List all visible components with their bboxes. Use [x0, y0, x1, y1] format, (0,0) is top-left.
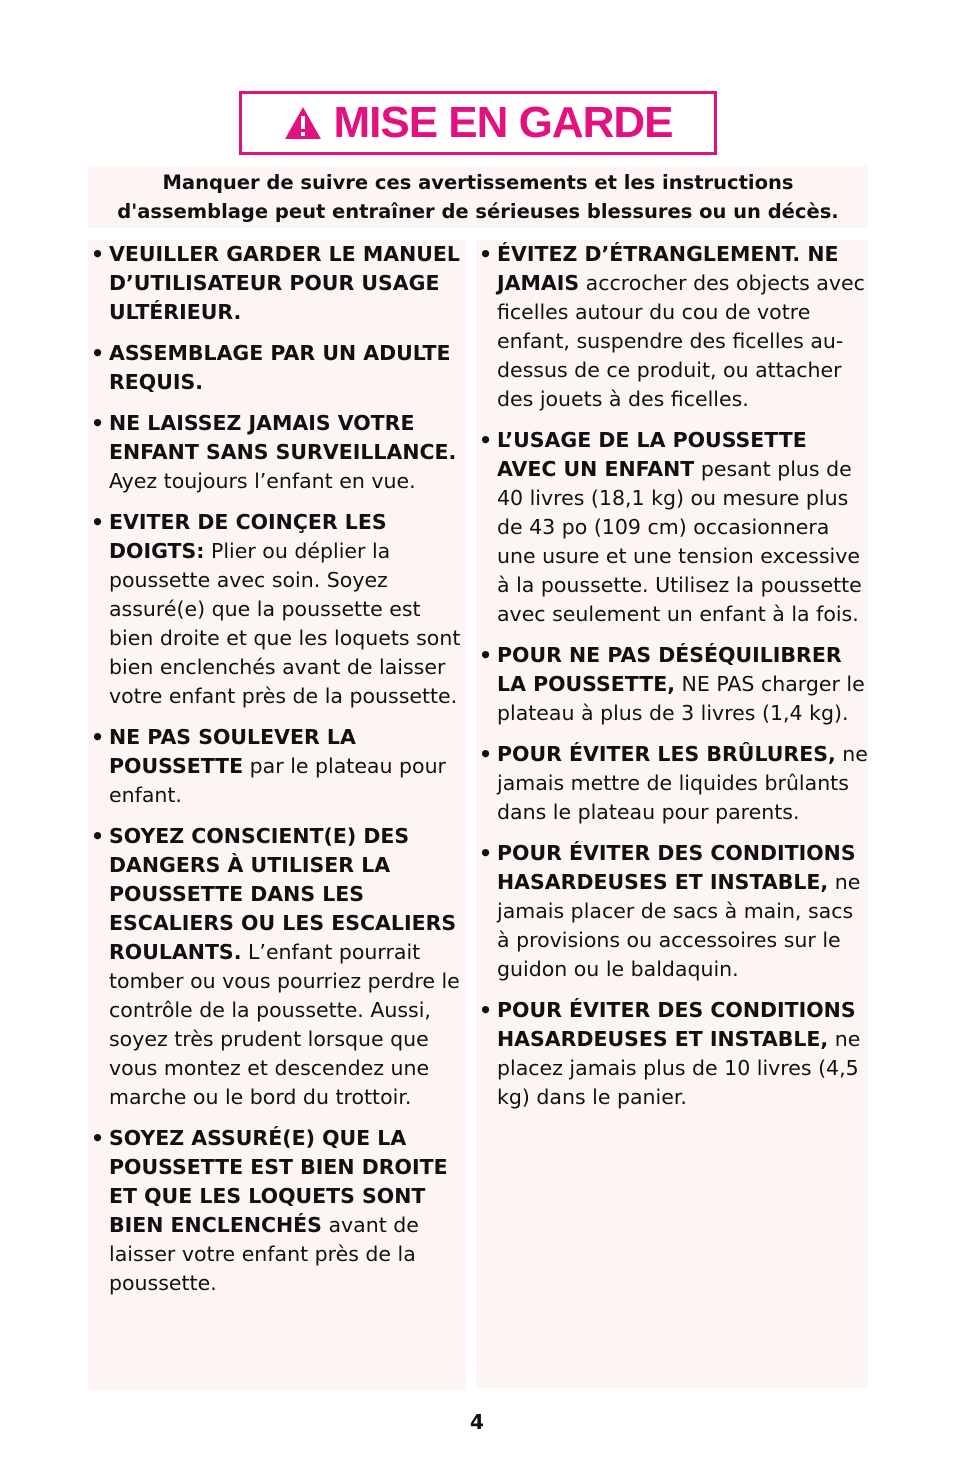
warning-item — [88, 1124, 466, 1298]
bullet-marker: • — [91, 411, 105, 435]
warning-text: Ayez toujours l’enfant en vue. — [109, 469, 416, 493]
page-number: 4 — [470, 1410, 484, 1434]
right-column — [476, 240, 868, 1388]
warning-item — [476, 641, 868, 728]
warning-heading: POUR ÉVITER DES CONDITIONS HASARDEUSES ET INSTABLE, — [497, 998, 856, 1051]
bullet-marker: • — [479, 428, 493, 452]
warning-item — [88, 822, 466, 1112]
warning-heading: POUR ÉVITER DES CONDITIONS HASARDEUSES ET INSTABLE, — [497, 841, 856, 894]
warning-title-box — [239, 91, 717, 155]
warning-heading: POUR ÉVITER LES BRÛLURES, — [497, 742, 836, 766]
bullet-marker: • — [91, 824, 105, 848]
bullet-marker: • — [91, 341, 105, 365]
warning-triangle-icon — [283, 105, 323, 141]
warning-item — [476, 996, 868, 1112]
warning-item — [476, 240, 868, 414]
warning-item — [476, 426, 868, 629]
warning-text: pesant plus de 40 livres (18,1 kg) ou mesure plus de 43 po (109 cm) occasionnera une usure et une tension excessive à la poussette. Utilisez la poussette avec seulement un enfant à la fois. — [497, 457, 862, 626]
bullet-marker: • — [479, 841, 493, 865]
warning-text: Plier ou déplier la poussette avec soin. Soyez assuré(e) que la poussette est bien droite et que les loquets sont bien enclenchés avant de laisser votre enfant près de la poussette. — [109, 539, 461, 708]
warning-heading: L’USAGE DE LA POUSSETTE AVEC UN ENFANT — [497, 428, 807, 481]
bullet-marker: • — [91, 1126, 105, 1150]
warning-text: L’enfant pourrait tomber ou vous pourriez perdre le contrôle de la poussette. Aussi, soyez très prudent lorsque que vous montez et descendez une marche ou le bord du trottoir. — [109, 940, 460, 1109]
warning-text: ne jamais placer de sacs à main, sacs à provisions ou accessoires sur le guidon ou le baldaquin. — [497, 870, 861, 981]
warning-heading: NE PAS SOULEVER LA POUSSETTE — [109, 725, 356, 778]
bullet-marker: • — [479, 742, 493, 766]
warning-text: avant de laisser votre enfant près de la poussette. — [109, 1213, 419, 1295]
bullet-marker: • — [479, 643, 493, 667]
warning-heading: NE LAISSEZ JAMAIS VOTRE ENFANT SANS SURVEILLANCE. — [109, 411, 457, 464]
warning-text: ne jamais mettre de liquides brûlants dans le plateau pour parents. — [497, 742, 868, 824]
warning-heading: SOYEZ ASSURÉ(E) QUE LA POUSSETTE EST BIEN DROITE ET QUE LES LOQUETS SONT BIEN ENCLENCHÉS — [109, 1126, 448, 1237]
page-title: MISE EN GARDE — [333, 98, 673, 147]
warning-heading: ÉVITEZ D’ÉTRANGLEMENT. NE JAMAIS — [497, 242, 839, 295]
warning-item — [88, 240, 466, 327]
warning-item — [476, 740, 868, 827]
warning-heading: SOYEZ CONSCIENT(E) DES DANGERS À UTILISER LA POUSSETTE DANS LES ESCALIERS OU LES ESCALIERS ROULANTS. — [109, 824, 457, 964]
warning-item — [88, 339, 466, 397]
warning-text: par le plateau pour enfant. — [109, 754, 446, 807]
bullet-marker: • — [91, 242, 105, 266]
intro-warning: Manquer de suivre ces avertissements et les instructions d'assemblage peut entraîner de sérieuses blessures ou un décès. — [88, 166, 868, 228]
warning-item — [88, 508, 466, 711]
left-column — [88, 240, 466, 1390]
warning-item — [476, 839, 868, 984]
bullet-marker: • — [91, 725, 105, 749]
warning-text: ne placez jamais plus de 10 livres (4,5 kg) dans le panier. — [497, 1027, 861, 1109]
warning-text: accrocher des objects avec ficelles autour du cou de votre enfant, suspendre des ficelles au-dessus de ce produit, ou attacher des jouets à des ficelles. — [497, 271, 865, 411]
warning-heading: VEUILLER GARDER LE MANUEL D’UTILISATEUR POUR USAGE ULTÉRIEUR. — [109, 242, 460, 324]
warning-text: NE PAS charger le plateau à plus de 3 livres (1,4 kg). — [497, 672, 865, 725]
warning-item — [88, 723, 466, 810]
bullet-marker: • — [91, 510, 105, 534]
warning-heading: ASSEMBLAGE PAR UN ADULTE REQUIS. — [109, 341, 451, 394]
warning-heading: POUR NE PAS DÉSÉQUILIBRER LA POUSSETTE, — [497, 643, 842, 696]
bullet-marker: • — [479, 242, 493, 266]
warning-item — [88, 409, 466, 496]
warning-heading: EVITER DE COINÇER LES DOIGTS: — [109, 510, 387, 563]
bullet-marker: • — [479, 998, 493, 1022]
